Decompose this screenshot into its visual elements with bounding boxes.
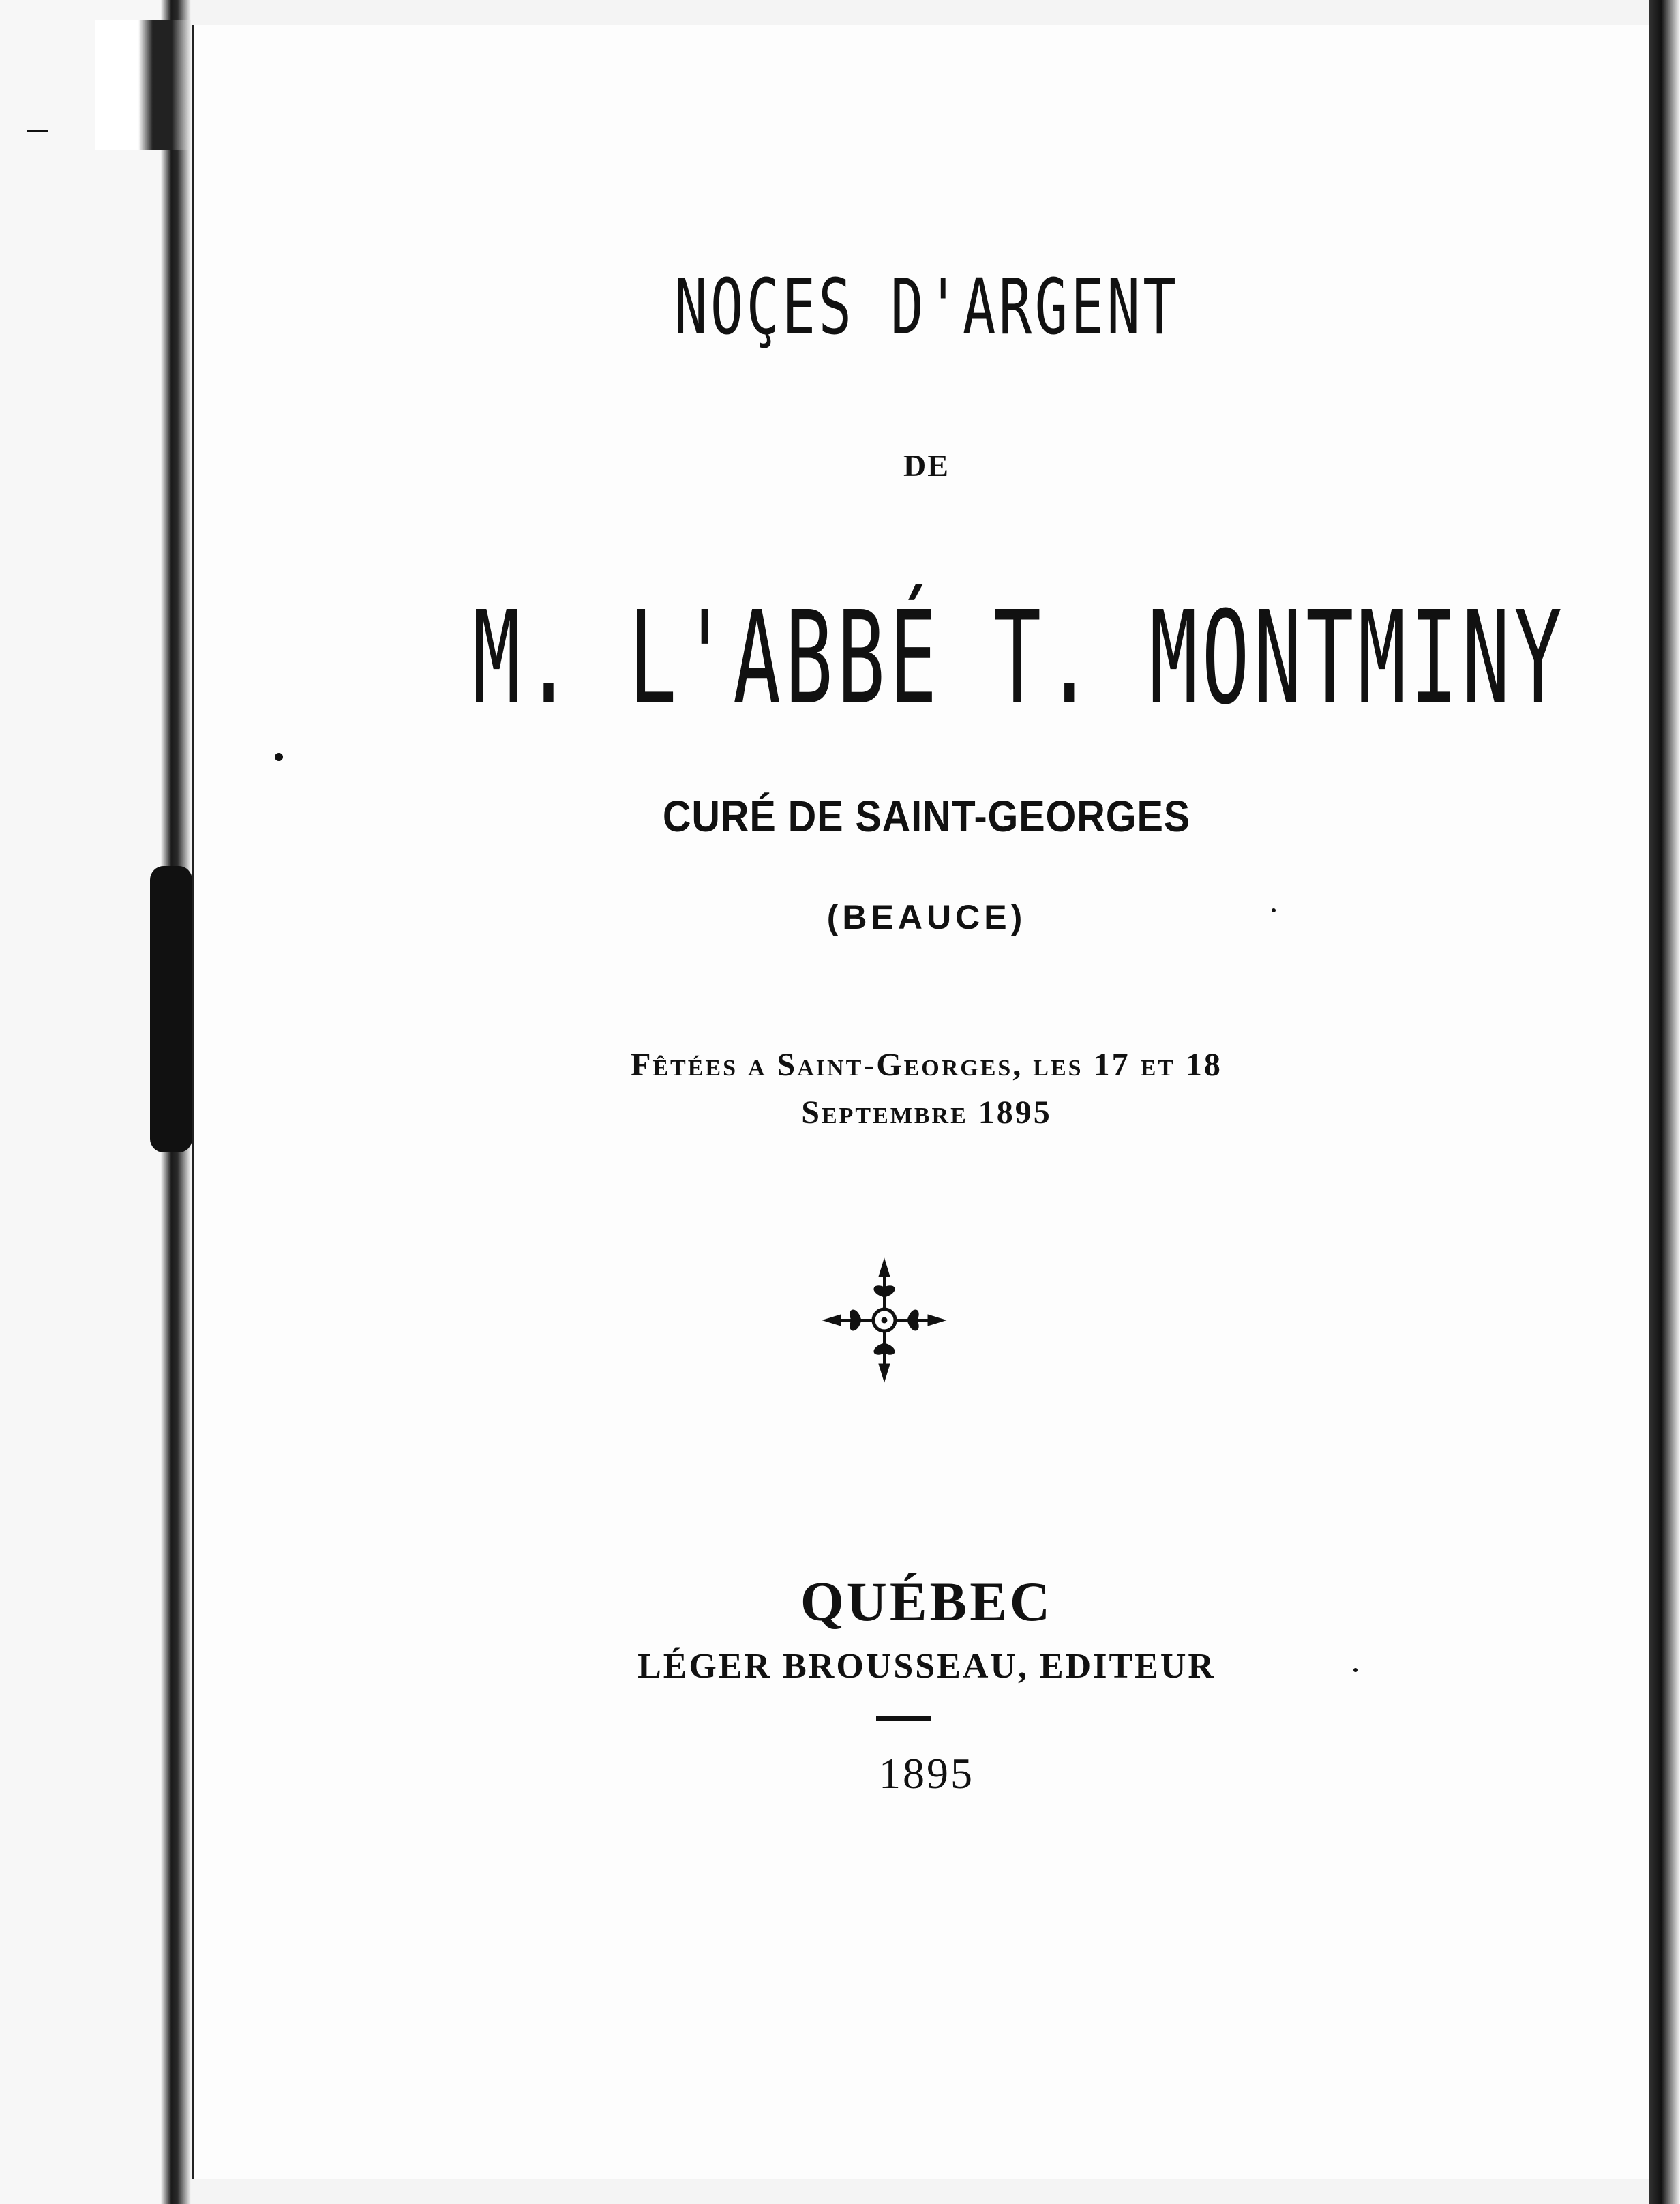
publication-year: 1895 xyxy=(879,1749,974,1798)
left-facing-page xyxy=(0,0,172,2204)
divider-rule xyxy=(876,1716,931,1721)
publication-city: QUÉBEC xyxy=(800,1570,1053,1633)
binding-blot xyxy=(150,866,192,1152)
title-preposition: DE xyxy=(903,448,950,483)
region-label: (BEAUCE) xyxy=(826,898,1027,936)
honoree-name: M. L'ABBÉ T. MONTMINY xyxy=(472,584,1567,733)
book-title: NOÇES D'ARGENT xyxy=(674,263,1180,352)
honoree-position: CURÉ DE SAINT-GEORGES xyxy=(662,792,1191,841)
title-page xyxy=(192,25,1661,2179)
publisher-name: LÉGER BROUSSEAU, EDITEUR xyxy=(638,1647,1216,1686)
ink-speck xyxy=(1353,1668,1358,1672)
celebration-line-1: Fêtées a Saint-Georges, les 17 et 18 xyxy=(631,1047,1222,1083)
fleuron-ornament-icon xyxy=(816,1252,952,1388)
celebration-line-2: Septembre 1895 xyxy=(801,1094,1052,1131)
binding-shadow xyxy=(95,20,191,150)
ink-speck xyxy=(275,753,283,761)
ink-mark xyxy=(27,130,48,132)
right-page-edge xyxy=(1649,0,1680,2204)
ink-speck xyxy=(1272,908,1276,912)
